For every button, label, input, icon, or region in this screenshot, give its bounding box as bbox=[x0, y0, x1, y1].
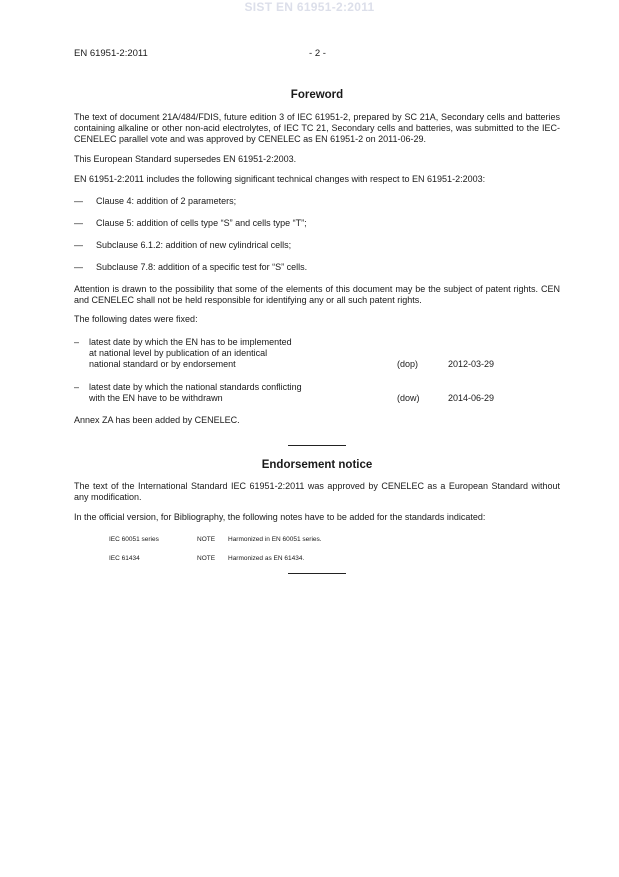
dash-marker: — bbox=[74, 262, 83, 272]
header-doc-id: EN 61951-2:2011 bbox=[74, 48, 148, 59]
date-description-line: national standard or by endorsement bbox=[89, 359, 236, 369]
endorsement-title: Endorsement notice bbox=[261, 459, 373, 471]
note-row bbox=[109, 554, 560, 563]
note-row bbox=[109, 535, 560, 544]
date-description-line: with the EN have to be withdrawn bbox=[89, 393, 223, 403]
endorsement-paragraph-2: In the official version, for Bibliography, the following notes have to be added for the standards indicated: bbox=[74, 512, 486, 522]
section-divider bbox=[288, 445, 346, 446]
bibliography-notes bbox=[109, 535, 560, 563]
change-item bbox=[74, 196, 560, 207]
watermark: SIST EN 61951-2:2011 bbox=[244, 0, 375, 14]
dash-marker: — bbox=[74, 218, 83, 228]
note-standard: IEC 60051 series bbox=[109, 536, 159, 543]
date-value: 2014-06-29 bbox=[448, 393, 495, 403]
change-item bbox=[74, 240, 560, 251]
date-value: 2012-03-29 bbox=[448, 359, 495, 369]
date-code: (dop) bbox=[397, 359, 419, 369]
header-page-number: - 2 - bbox=[309, 48, 326, 59]
date-description-line: at national level by publication of an identical bbox=[89, 348, 268, 358]
foreword-paragraph-6: Annex ZA has been added by CENELEC. bbox=[74, 415, 240, 425]
date-bullet: – bbox=[74, 337, 80, 347]
change-text: Subclause 6.1.2: addition of new cylindrical cells; bbox=[96, 240, 292, 250]
note-text: Harmonized in EN 60051 series. bbox=[228, 536, 322, 543]
note-standard: IEC 61434 bbox=[109, 555, 140, 562]
date-code: (dow) bbox=[397, 393, 420, 403]
foreword-paragraph-2: This European Standard supersedes EN 61951-2:2003. bbox=[74, 154, 297, 164]
date-description bbox=[89, 382, 351, 404]
change-text: Subclause 7.8: addition of a specific test for “S” cells. bbox=[96, 262, 308, 272]
foreword-title: Foreword bbox=[290, 89, 344, 101]
dash-marker: — bbox=[74, 196, 83, 206]
change-item bbox=[74, 218, 560, 229]
date-row-dow bbox=[74, 382, 560, 404]
change-text: Clause 4: addition of 2 parameters; bbox=[96, 196, 237, 206]
change-item bbox=[74, 262, 560, 273]
foreword-paragraph-4: Attention is drawn to the possibility that some of the elements of this document may be the subject of patent rights. CEN and CENELEC shall not be held responsible for identifying any or all such patent rights. bbox=[74, 284, 560, 305]
note-label: NOTE bbox=[197, 536, 216, 543]
page-content bbox=[74, 88, 560, 574]
foreword-paragraph-5: The following dates were fixed: bbox=[74, 314, 198, 324]
date-row-dop bbox=[74, 337, 560, 370]
date-description-line: latest date by which the EN has to be implemented bbox=[89, 337, 292, 347]
endorsement-paragraph-1: The text of the International Standard IEC 61951-2:2011 was approved by CENELEC as a European Standard without any modification. bbox=[74, 481, 560, 502]
date-description bbox=[89, 337, 351, 370]
note-text: Harmonized as EN 61434. bbox=[228, 555, 305, 562]
foreword-paragraph-3: EN 61951-2:2011 includes the following significant technical changes with respect to EN 61951-2:2003: bbox=[74, 174, 486, 184]
change-text: Clause 5: addition of cells type “S” and cells type “T”; bbox=[96, 218, 307, 228]
date-description-line: latest date by which the national standards conflicting bbox=[89, 382, 302, 392]
section-divider bbox=[288, 573, 346, 574]
note-label: NOTE bbox=[197, 555, 216, 562]
foreword-paragraph-1: The text of document 21A/484/FDIS, future edition 3 of IEC 61951-2, prepared by SC 21A, Secondary cells and batteries containing alkaline or other non-acid electrolytes, of IEC TC 21, Secondary cells and batteries, was submitted to the IEC-CENELEC parallel vote and was approved by CENELEC as EN 61951-2 on 2011-06-29. bbox=[74, 112, 560, 144]
date-bullet: – bbox=[74, 382, 80, 392]
dash-marker: — bbox=[74, 240, 83, 250]
